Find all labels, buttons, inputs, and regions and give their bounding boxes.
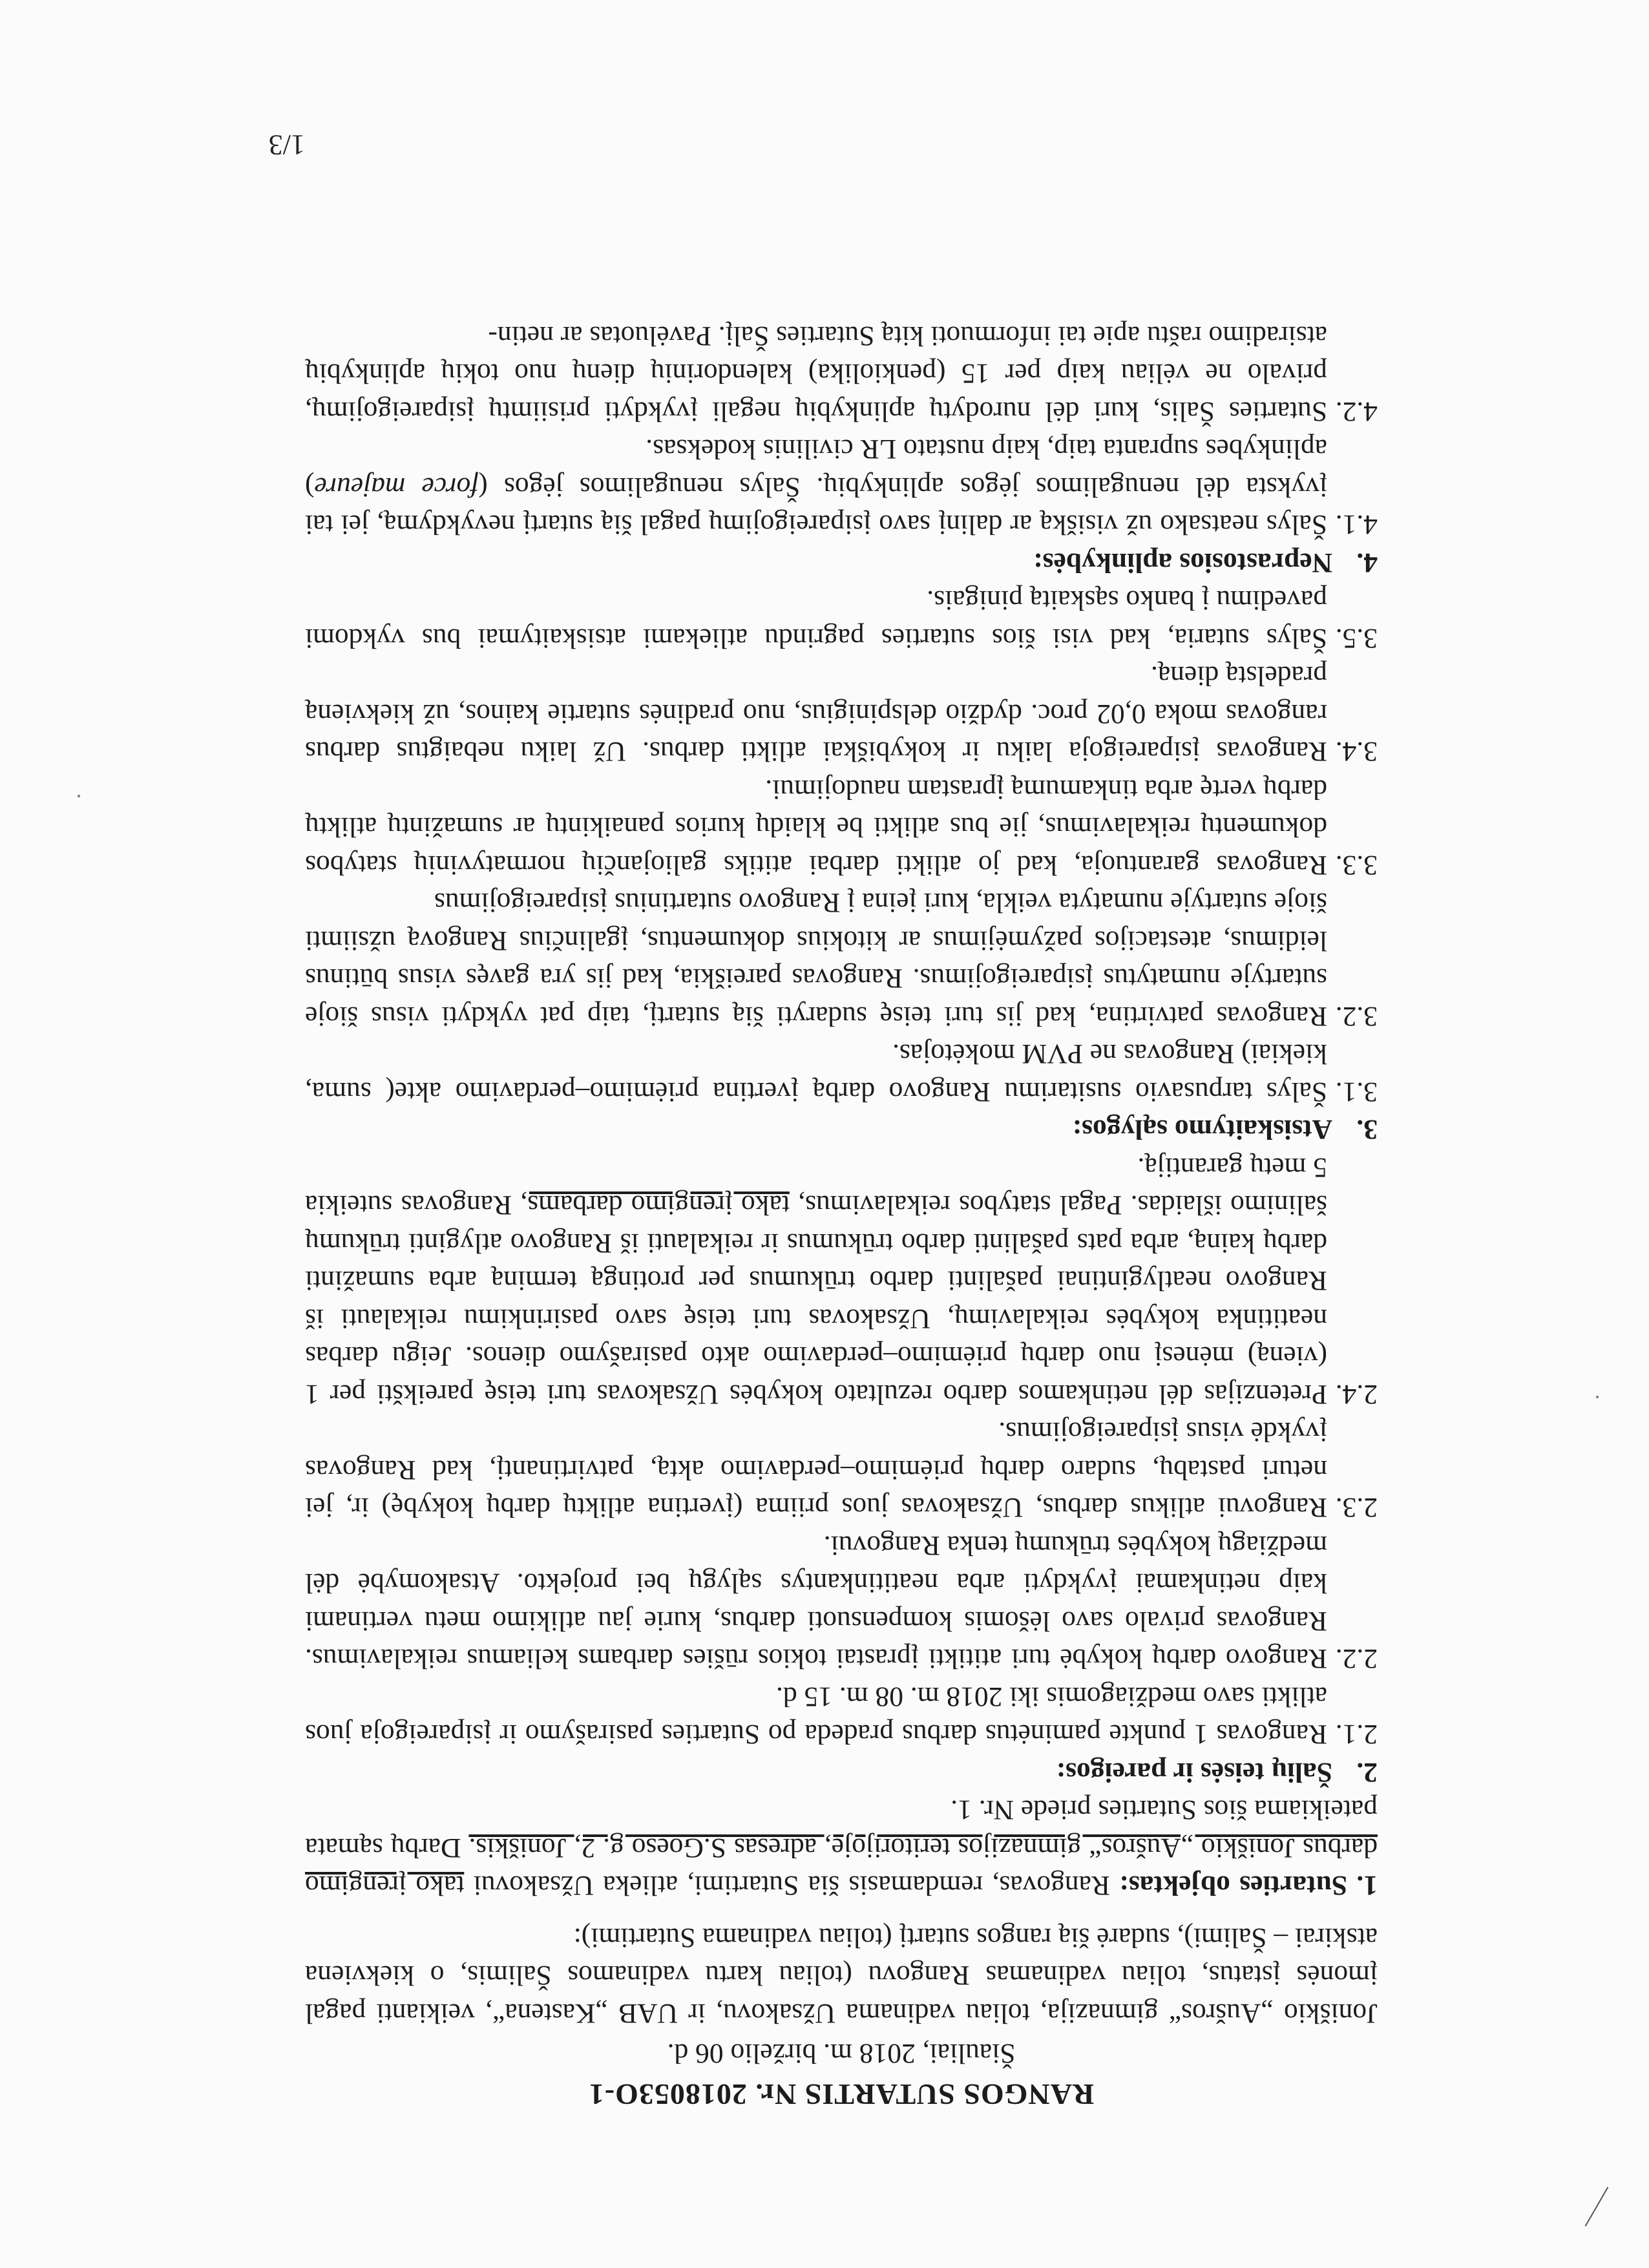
- clause-number: 2.4.: [1335, 1379, 1378, 1410]
- clause-text: Šalys neatsako už visišką ar dalinį savo įsipareigojimų pagal šią sutartį nevykdymą, jei tai įvyksta dėl nenugalimos jėgos aplinkybių. Šalys nenugalimos jėgos (: [305, 472, 1327, 541]
- scan-speck: [78, 795, 80, 797]
- section-1-text: Rangovas, remdamasis šia Sutartimi, atlieka Užsakovui: [464, 1870, 1120, 1902]
- clause-number: 3.4.: [1335, 736, 1378, 768]
- clause-italic: force majeure: [314, 472, 479, 503]
- place-date: Šiauliai, 2018 m. birželio 06 d.: [667, 2038, 1016, 2070]
- contract-body: [305, 317, 1378, 2114]
- clause-text: Šalys sutaria, kad visi šios sutarties pagrindu atliekami atsiskaitymai bus vykdomi pavedimu į banko sąskaitą pinigais.: [305, 585, 1327, 654]
- clause-3-5: [305, 582, 1378, 657]
- clause-3-1: [305, 1035, 1378, 1111]
- intro-paragraph: Joniškio „Aušros“ gimnazija, toliau vadinama Užsakovu, ir UAB „Kastena“, veikianti pagal įmonės įstatus, toliau vadinamas Rangovu (toliau kartu vadinamos Šalimis, o kiekviena atskirai – Šalimi), sudarė šią rangos sutartį (toliau vadinama Sutartimi):: [305, 1922, 1378, 2029]
- clause-number: 3.2.: [1335, 1001, 1378, 1032]
- section-4-title: Neprastosios aplinkybės:: [1033, 547, 1332, 578]
- clause-underlined: tako įrengimo darbams,: [520, 1190, 790, 1221]
- clause-text-wrap: [305, 430, 1327, 544]
- clause-number: 2.3.: [1335, 1492, 1378, 1524]
- section-4-heading: [305, 544, 1378, 582]
- section-2-number: 2.: [1356, 1757, 1378, 1788]
- clause-text-wrap: [305, 1149, 1327, 1414]
- clause-text-after: ) aplinkybes supranta taip, kaip nustato LR civilinis kodeksas.: [305, 434, 1327, 503]
- clause-text: Pretenzijas dėl netinkamos darbo rezultato kokybės Užsakovas turi teisę pareikšti per 1 (vieną) mėnesį nuo darbų priėmimo–perdavimo akto pasirašymo dienos. Jeigu darbas neatitinka kokybės reikalavimų, Užsakovas turi teisę savo pasirinkimu reikalauti iš Rangovo neatlygintinai pašalinti darbo trūkumus per protingą terminą arba sumažinti darbų kainą, arba pats pašalinti darbo trūkumus ir reikalauti iš Rangovo atlyginti trūkumų šalinimo išlaidas. Pagal statybos reikalavimus,: [305, 1190, 1327, 1410]
- clause-number: 4.1.: [1335, 509, 1378, 541]
- section-4-number: 4.: [1356, 547, 1378, 578]
- clause-number: 2.1.: [1335, 1719, 1378, 1750]
- clause-2-2: [305, 1527, 1378, 1678]
- document-title: RANGOS SUTARTIS Nr. 2018053O-1: [588, 2078, 1095, 2111]
- clause-number: 3.3.: [1335, 850, 1378, 881]
- section-3-number: 3.: [1356, 1114, 1378, 1146]
- section-3-heading: [305, 1111, 1378, 1149]
- clause-2-1: [305, 1678, 1378, 1754]
- section-1-title: Sutarties objektas:: [1119, 1870, 1347, 1902]
- clause-text: Sutarties Šalis, kuri dėl nurodytų aplinkybių negali įvykdyti prisiimtų įsipareigojimų, privalo ne vėliau kaip per 15 (penkiolika) kalendorinių dienų nuo tokių aplinkybių atsiradimo raštu apie tai informuoti kitą Sutarties Šalį. Pavėluotas ar netin-: [305, 320, 1327, 427]
- clause-text-after: Rangovas suteikia 5 metų garantiją.: [304, 1152, 1327, 1221]
- section-1: [305, 1791, 1378, 1905]
- section-3-title: Atsiskaitymo sąlygos:: [1072, 1114, 1332, 1146]
- clause-text: Šalys tarpusavio susitarimu Rangovo darbą įvertina priėmimo–perdavimo akte( suma, kiekiai) Rangovas ne PVM mokėtojas.: [305, 1038, 1327, 1108]
- clause-text: Rangovo darbų kokybė turi atitikti įprastai tokios rūšies darbams keliamus reikalavimus. Rangovas privalo savo lėšomis kompensuoti darbus, kurie jau atlikimo metu vertinami kaip netinkamai įvykdyti arba neatitinkantys sąlygų bei projekto. Atsakomybė dėl medžiagų kokybės trūkumų tenka Rangovui.: [305, 1530, 1327, 1675]
- section-1-number: 1.: [1356, 1870, 1378, 1902]
- clause-number: 3.1.: [1335, 1076, 1378, 1108]
- clause-number: 3.5.: [1335, 623, 1378, 654]
- section-2-title: Šalių teisės ir pareigos:: [1056, 1757, 1332, 1788]
- clause-text: Rangovas 1 punkte paminėtus darbus pradeda po Sutarties pasirašymo ir įsipareigoja juos atlikti savo medžiagomis iki 2018 m. 08 m. 15 d.: [305, 1681, 1327, 1750]
- clause-3-4: [305, 657, 1378, 771]
- clause-3-3: [305, 771, 1378, 885]
- scan-speck: [1596, 1396, 1599, 1398]
- page-number: 1/3: [268, 129, 305, 161]
- clause-3-2: [305, 884, 1378, 1035]
- clause-text: Rangovui atlikus darbus, Užsakovas juos priima (įvertina atliktų darbų kokybę) ir, jei neturi pastabų, sudaro darbų priėmimo–perdavimo aktą, patvirtinantį, kad Rangovas įvykdė visus įsipareigojimus.: [305, 1416, 1327, 1524]
- clause-text: Rangovas patvirtina, kad jis turi teisę sudaryti šią sutartį, taip pat vykdyti visus šioje sutartyje numatytus įsipareigojimus. Rangovas pareiškia, kad jis yra gavęs visus būtinus leidimus, atestacijos pažymėjimus ar kitokius dokumentus, įgalinčius Rangovą užsiimti šioje sutartyje numatyta veikla, kuri įeina į Rangovo sutartinius įsipareigojimus: [305, 887, 1327, 1032]
- section-2-heading: [305, 1754, 1378, 1792]
- clause-4-1: [305, 430, 1378, 544]
- clause-4-2: [305, 317, 1378, 431]
- section-1-text-after: Darbų sąmata pateikiama šios Sutarties priede Nr. 1.: [305, 1794, 1378, 1864]
- clause-text: Rangovas įsipareigoja laiku ir kokybiškai atlikti darbus. Už laiku nebaigtus darbus rangovas moka 0,02 proc. dydžio delspinigius, nuo pradinės sutartie kainos, už kiekvieną pradelstą dieną.: [305, 660, 1327, 768]
- section-1-underlined: tako įrengimo darbus Joniškio „Aušros“ gimnazijos teritorijoje, adresas S.Goeso g. 2, Joniškis.: [305, 1832, 1378, 1902]
- clause-number: 4.2.: [1335, 396, 1378, 427]
- clause-2-3: [305, 1413, 1378, 1527]
- clause-2-4: [305, 1149, 1378, 1414]
- clause-number: 2.2.: [1335, 1643, 1378, 1675]
- clause-text: Rangovas garantuoja, kad jo atlikti darbai atitiks galiojančių normatyvinių statybos dokumentų reikalavimus, jie bus atlikti be klaidų kurios panaikintų ar sumažintų atliktų darbų vertę arba tinkamumą įprastam naudojimui.: [305, 774, 1327, 881]
